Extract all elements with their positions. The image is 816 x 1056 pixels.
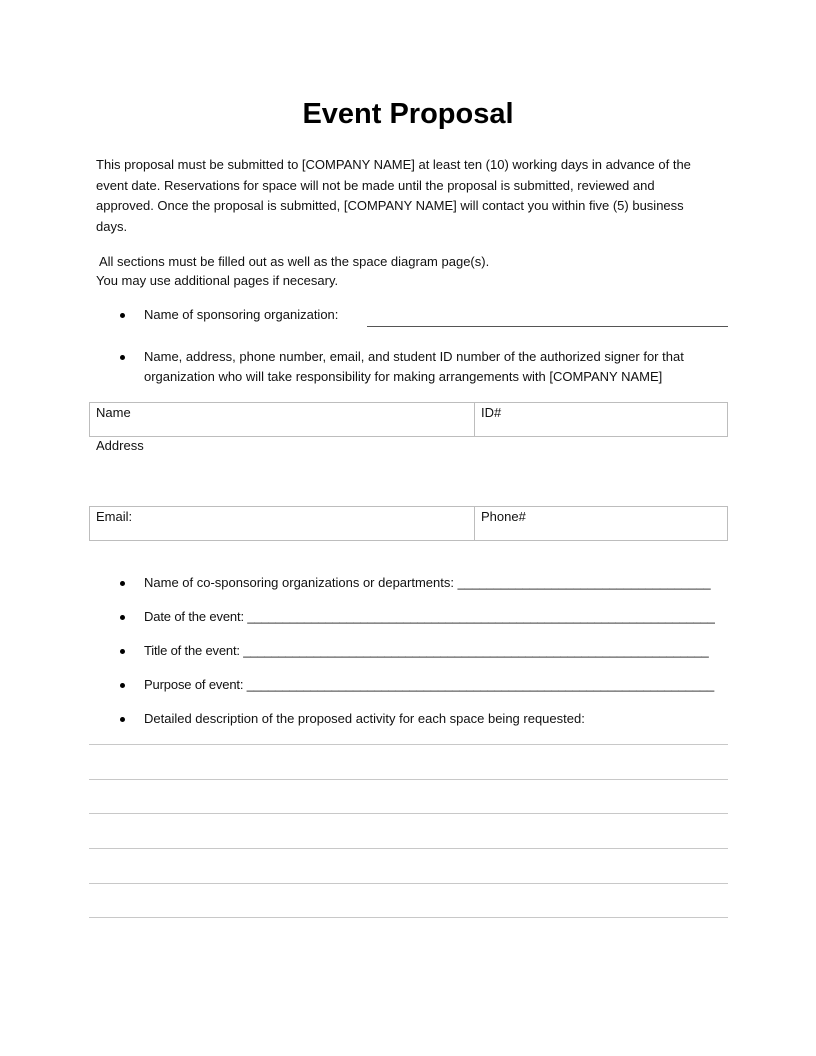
intro-paragraph: This proposal must be submitted to [COMPANY NAME] at least ten (10) working days in advance of the event date. Reservations for space will not be made until the proposal is submitted, reviewed and approved. Once the proposal is submitted, [COMPANY NAME] will contact you within five (5) business days.	[96, 157, 691, 234]
event-purpose-field[interactable]: Purpose of event: __________________________________________________________________	[144, 677, 715, 692]
bullet-dot	[120, 581, 125, 586]
note-line-2: You may use additional pages if necesary.	[96, 273, 339, 288]
bullet-dot	[120, 683, 125, 688]
description-line[interactable]	[89, 883, 728, 884]
bullet-dot	[120, 313, 125, 318]
event-title-field[interactable]: Title of the event: __________________________________________________________________	[144, 643, 709, 658]
bullet-dot	[120, 649, 125, 654]
description-line[interactable]	[89, 813, 728, 814]
bullet-dot	[120, 615, 125, 620]
signer-instructions-line-2: organization who will take responsibility for making arrangements with [COMPANY NAME]	[144, 369, 663, 384]
name-id-row	[89, 402, 728, 437]
email-phone-row	[89, 506, 728, 541]
column-divider	[474, 507, 475, 540]
event-date-field[interactable]: Date of the event: __________________________________________________________________	[144, 609, 715, 624]
id-field-label[interactable]: ID#	[481, 405, 502, 420]
description-line[interactable]	[89, 744, 728, 745]
page-title: Event Proposal	[302, 98, 514, 130]
column-divider	[474, 403, 475, 436]
description-line[interactable]	[89, 779, 728, 780]
note-line-1: All sections must be filled out as well as the space diagram page(s).	[99, 254, 490, 269]
description-line[interactable]	[89, 848, 728, 849]
name-field-label[interactable]: Name	[96, 405, 131, 420]
bullet-dot	[120, 355, 125, 360]
sponsoring-org-field[interactable]	[367, 326, 728, 327]
signer-instructions-line-1: Name, address, phone number, email, and student ID number of the authorized signer for that	[144, 349, 684, 364]
phone-field-label[interactable]: Phone#	[481, 509, 526, 524]
description-line[interactable]	[89, 917, 728, 918]
sponsoring-org-label: Name of sponsoring organization:	[144, 307, 339, 322]
description-label: Detailed description of the proposed activity for each space being requested:	[144, 711, 585, 726]
bullet-dot	[120, 717, 125, 722]
email-field-label[interactable]: Email:	[96, 509, 133, 524]
address-field-label[interactable]: Address	[96, 438, 144, 453]
cosponsor-field[interactable]: Name of co-sponsoring organizations or departments: ___________________________________	[144, 575, 711, 590]
